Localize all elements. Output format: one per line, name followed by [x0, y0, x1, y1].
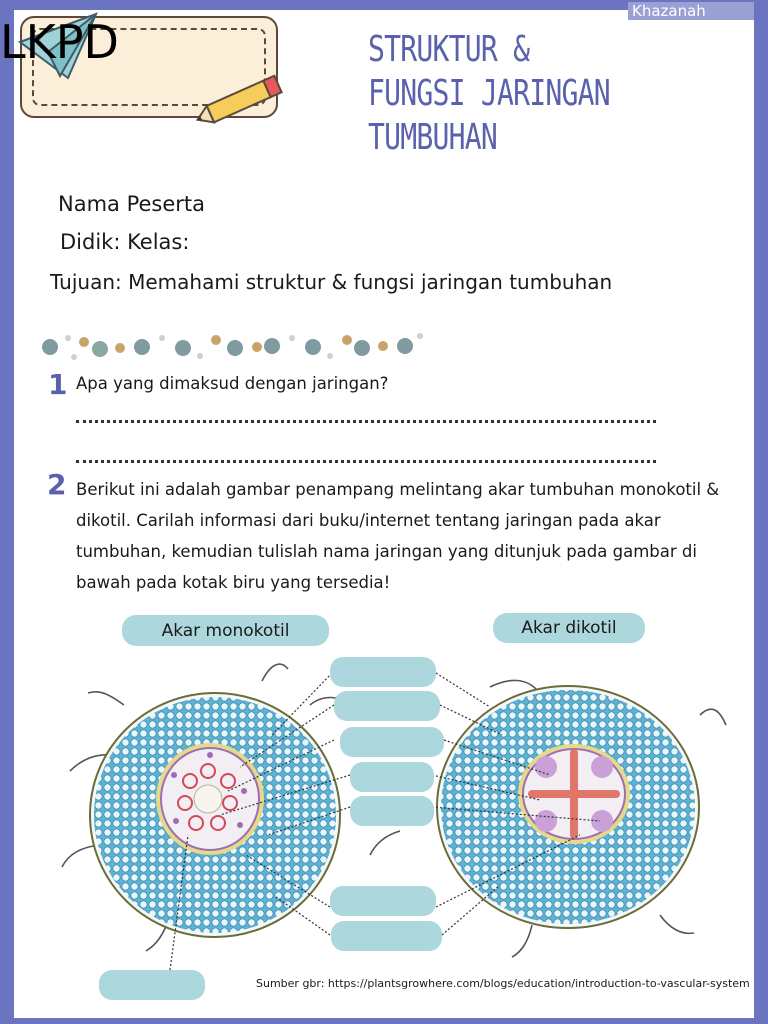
answer-box-5[interactable] — [350, 796, 434, 826]
answer-box-6[interactable] — [330, 886, 436, 916]
monocot-root — [90, 693, 340, 937]
title-line-3: TUMBUHAN — [368, 117, 498, 158]
answer-box-2[interactable] — [334, 691, 440, 721]
answer-box-8[interactable] — [99, 970, 205, 1000]
answer-box-4[interactable] — [350, 762, 434, 792]
question-2-text: Berikut ini adalah gambar penampang melintang akar tumbuhan monokotil & dikotil. Carilah informasi dari buku/internet tentang jaringan pada akar tumbuhan, kemudian tulislah nama jaringan yang ditunjuk pada gambar di bawah pada kotak biru yang tersedia! — [76, 480, 720, 592]
label-akar-dikotil: Akar dikotil — [493, 613, 645, 643]
title-line-1: STRUKTUR & — [368, 29, 530, 70]
page-title — [368, 28, 610, 160]
page-frame-left — [0, 0, 14, 1024]
lkpd-badge: LKPD — [0, 15, 119, 69]
page-frame-bottom — [0, 1018, 768, 1024]
watermark-label: Khazanah — [628, 2, 754, 20]
page-frame-right — [754, 0, 768, 1024]
decorative-dots-divider — [40, 330, 430, 364]
image-source-credit: Sumber gbr: https://plantsgrowhere.com/blogs/education/introduction-to-vascular-system — [256, 977, 750, 990]
field-didik-kelas: Didik: Kelas: — [60, 230, 190, 254]
field-tujuan: Tujuan: Memahami struktur & fungsi jaringan tumbuhan — [50, 270, 613, 294]
answer-box-1[interactable] — [330, 657, 436, 687]
title-line-2: FUNGSI JARINGAN — [368, 73, 610, 114]
label-akar-monokotil: Akar monokotil — [122, 615, 329, 646]
pencil-icon — [190, 74, 290, 130]
answer-box-7[interactable] — [331, 921, 442, 951]
question-2-number: 2 — [47, 468, 67, 501]
answer-line-2[interactable] — [76, 460, 656, 463]
question-1-number: 1 — [48, 368, 68, 401]
answer-box-3[interactable] — [340, 727, 444, 757]
answer-line-1[interactable] — [76, 420, 656, 423]
field-nama-peserta: Nama Peserta — [58, 192, 206, 216]
question-1-text: Apa yang dimaksud dengan jaringan? — [76, 374, 389, 393]
